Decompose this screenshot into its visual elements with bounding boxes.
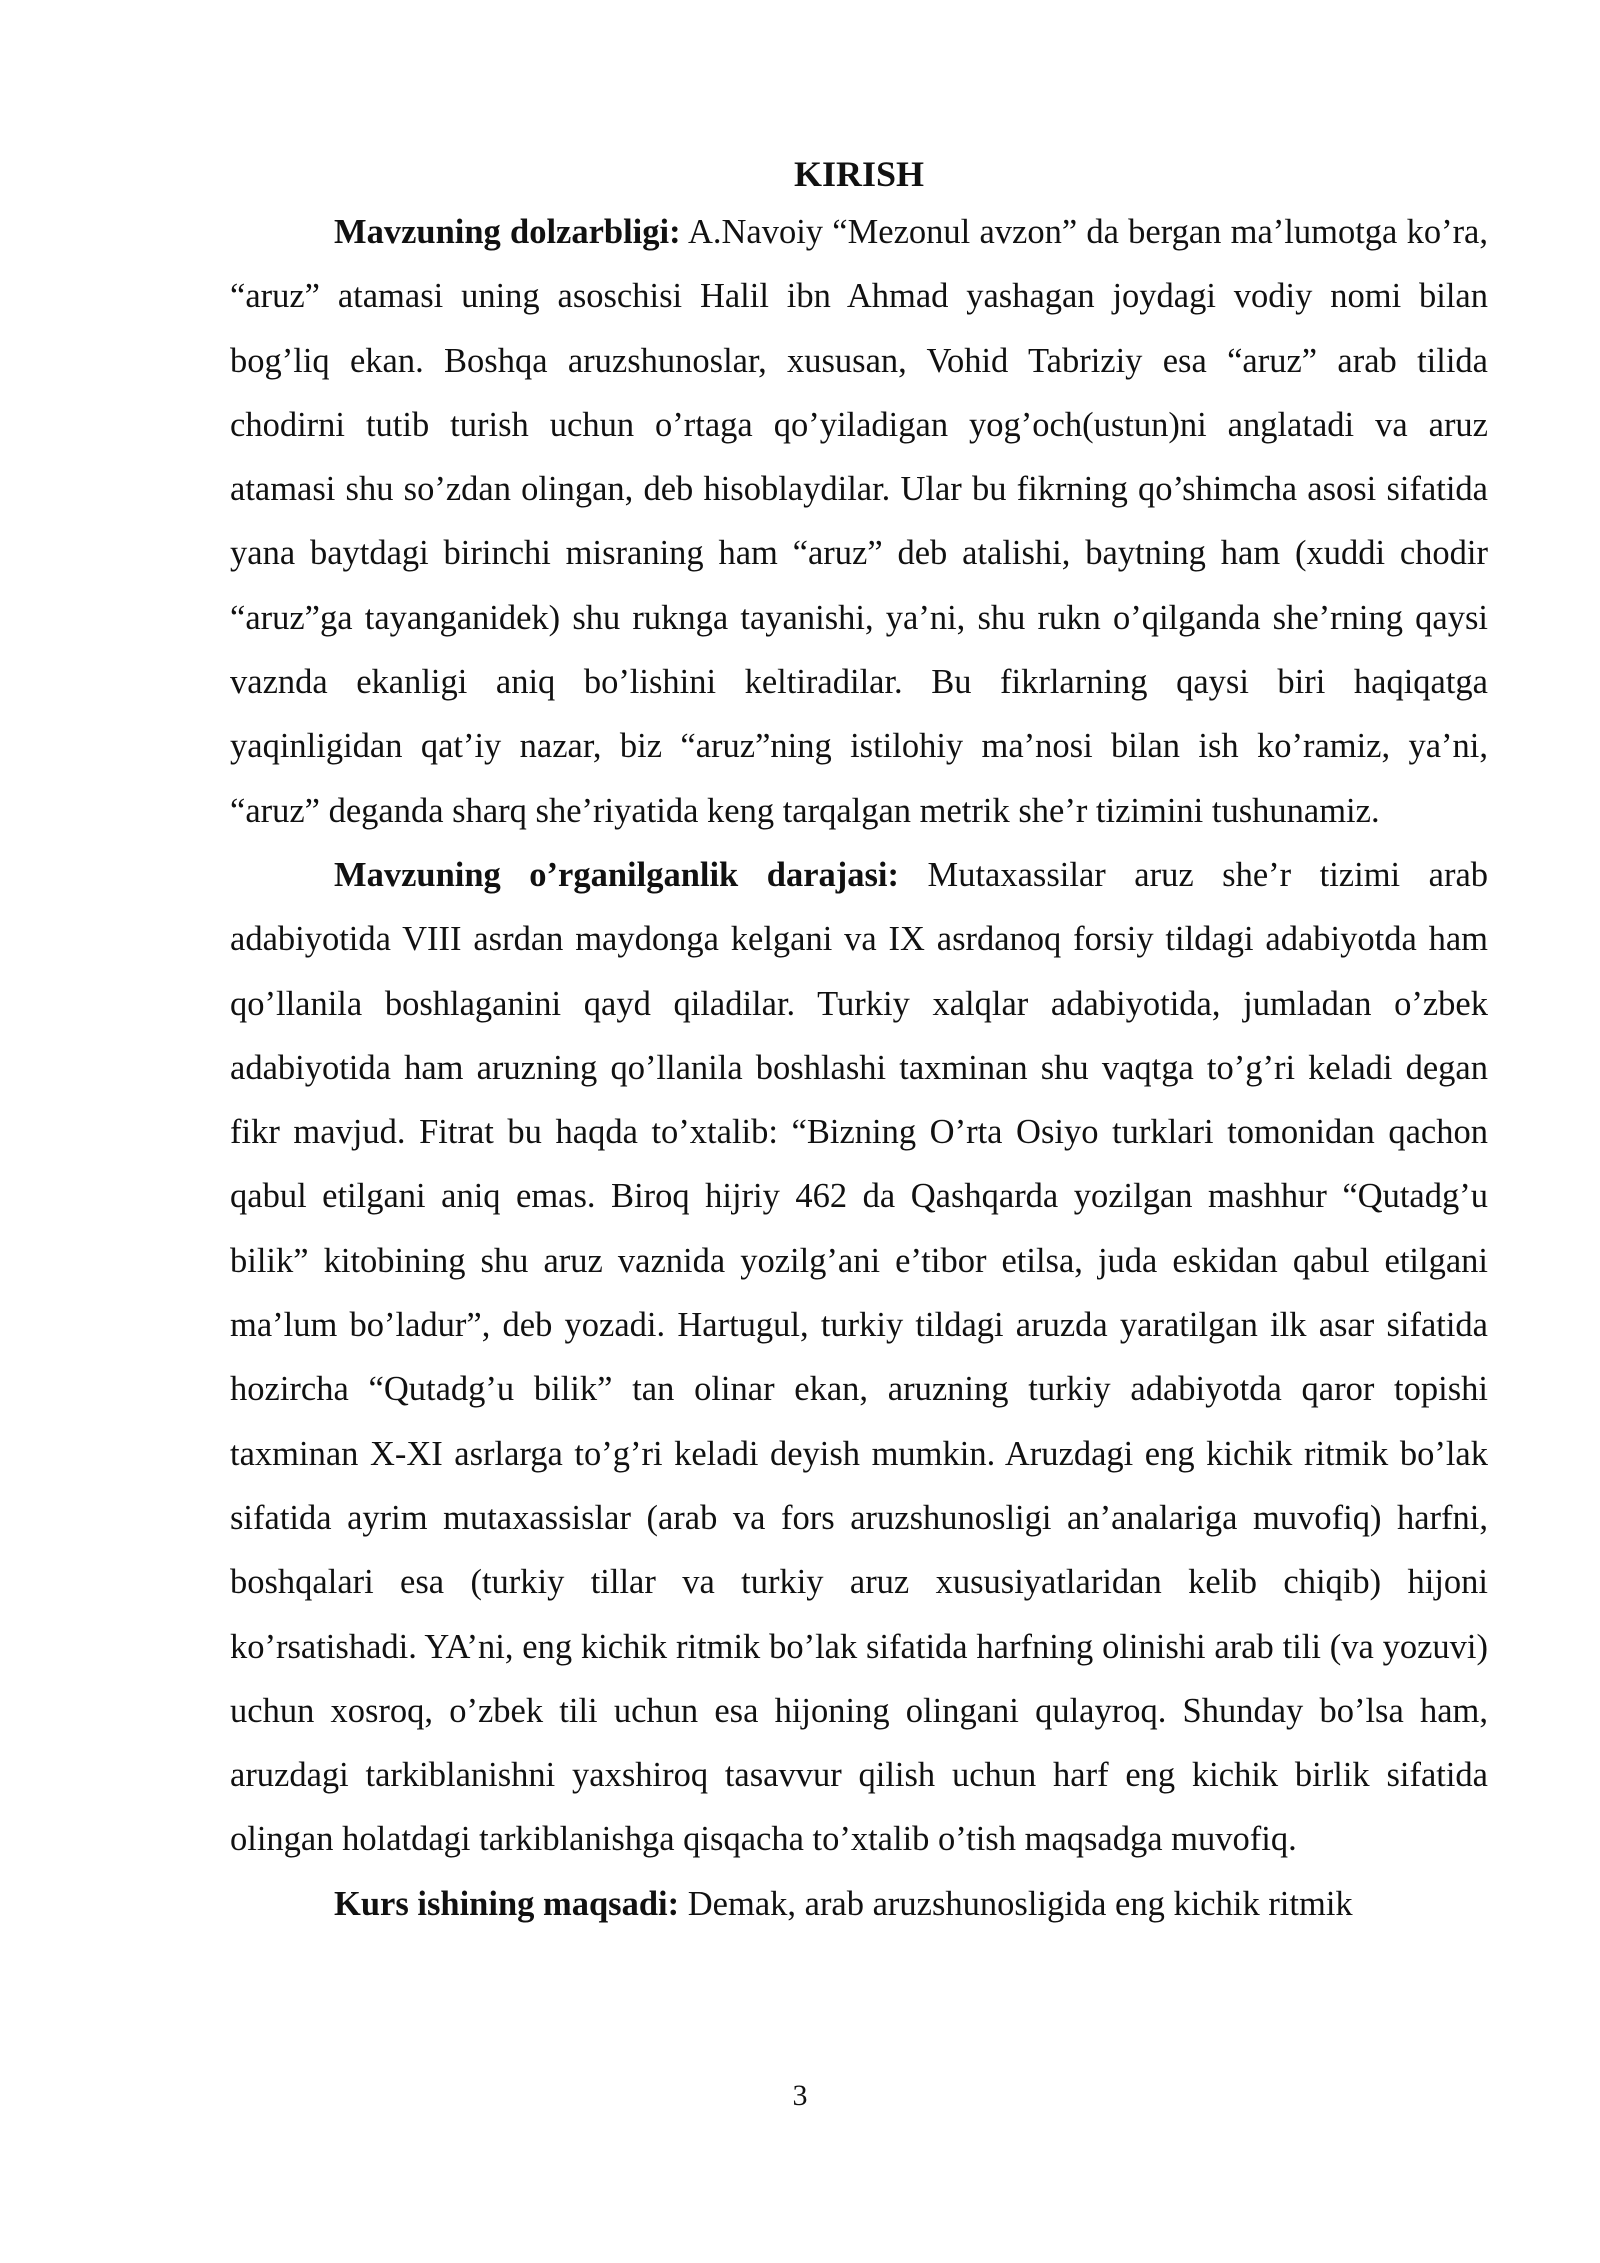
paragraph-study-level xyxy=(230,843,1488,1872)
page-number: 3 xyxy=(792,2079,808,2112)
paragraph-relevance xyxy=(230,200,1488,843)
paragraph-goal xyxy=(230,1872,1488,1936)
paragraph-text: Demak, arab aruzshunosligida eng kichik ritmik xyxy=(687,1884,1353,1923)
page-title: KIRISH xyxy=(793,154,925,194)
paragraph-text: A.Navoiy “Mezonul avzon” da bergan ma’lumotga ko’ra, “aruz” atamasi uning asoschisi Halil ibn Ahmad yashagan joydagi vodiy nomi bilan bog’liq ekan. Boshqa aruzshunoslar, xususan, Vohid Tabriziy esa “aruz” arab tilida chodirni tutib turish uchun o’rtaga qo’yiladigan yog’och(ustun)ni anglatadi va aruz atamasi shu so’zdan olingan, deb hisoblaydilar. Ular bu fikrning qo’shimcha asosi sifatida yana baytdagi birinchi misraning ham “aruz” deb atalishi, baytning ham (xuddi chodir “aruz”ga tayanganidek) shu ruknga tayanishi, ya’ni, shu rukn o’qilganda she’rning qaysi vaznda ekanligi aniq bo’lishini keltiradilar. Bu fikrlarning qaysi biri haqiqatga yaqinligidan qat’iy nazar, biz “aruz”ning istilohiy ma’nosi bilan ish ko’ramiz, ya’ni, “aruz” deganda sharq she’riyatida keng tarqalgan metrik she’r tizimini tushunamiz. xyxy=(230,213,1488,830)
paragraph-text: Mutaxassilar aruz she’r tizimi arab adabiyotida VIII asrdan maydonga kelgani va IX asrdanoq forsiy tildagi adabiyotda ham qo’llanila boshlaganini qayd qiladilar. Turkiy xalqlar adabiyotida, jumladan o’zbek adabiyotida ham aruzning qo’llanila boshlashi taxminan shu vaqtga to’g’ri keladi degan fikr mavjud. Fitrat bu haqda to’xtalib: “Bizning O’rta Osiyo turklari tomonidan qachon qabul etilgani aniq emas. Biroq hijriy 462 da Qashqarda yozilgan mashhur “Qutadg’u bilik” kitobining shu aruz vaznida yozilg’ani e’tibor etilsa, juda eskidan qabul etilgani ma’lum bo’ladur”, deb yozadi. Hartugul, turkiy tildagi aruzda yaratilgan ilk asar sifatida hozircha “Qutadg’u bilik” tan olinar ekan, aruzning turkiy adabiyotda qaror topishi taxminan X-XI asrlarga to’g’ri keladi deyish mumkin. Aruzdagi eng kichik ritmik bo’lak sifatida ayrim mutaxassislar (arab va fors aruzshunosligi an’analariga muvofiq) harfni, boshqalari esa (turkiy tillar va turkiy aruz xususiyatlaridan kelib chiqib) hijoni ko’rsatishadi. YA’ni, eng kichik ritmik bo’lak sifatida harfning olinishi arab tili (va yozuvi) uchun xosroq, o’zbek tili uchun esa hijoning olingani qulayroq. Shunday bo’lsa ham, aruzdagi tarkiblanishni yaxshiroq tasavvur qilish uchun harf eng kichik birlik sifatida olingan holatdagi tarkiblanishga qisqacha to’xtalib o’tish maqsadga muvofiq. xyxy=(230,855,1489,1859)
paragraph-lead: Kurs ishining maqsadi: xyxy=(334,1884,680,1923)
document-page xyxy=(230,150,1488,1936)
paragraph-lead: Mavzuning o’rganilganlik darajasi: xyxy=(334,855,900,894)
paragraph-lead: Mavzuning dolzarbligi: xyxy=(334,213,681,251)
